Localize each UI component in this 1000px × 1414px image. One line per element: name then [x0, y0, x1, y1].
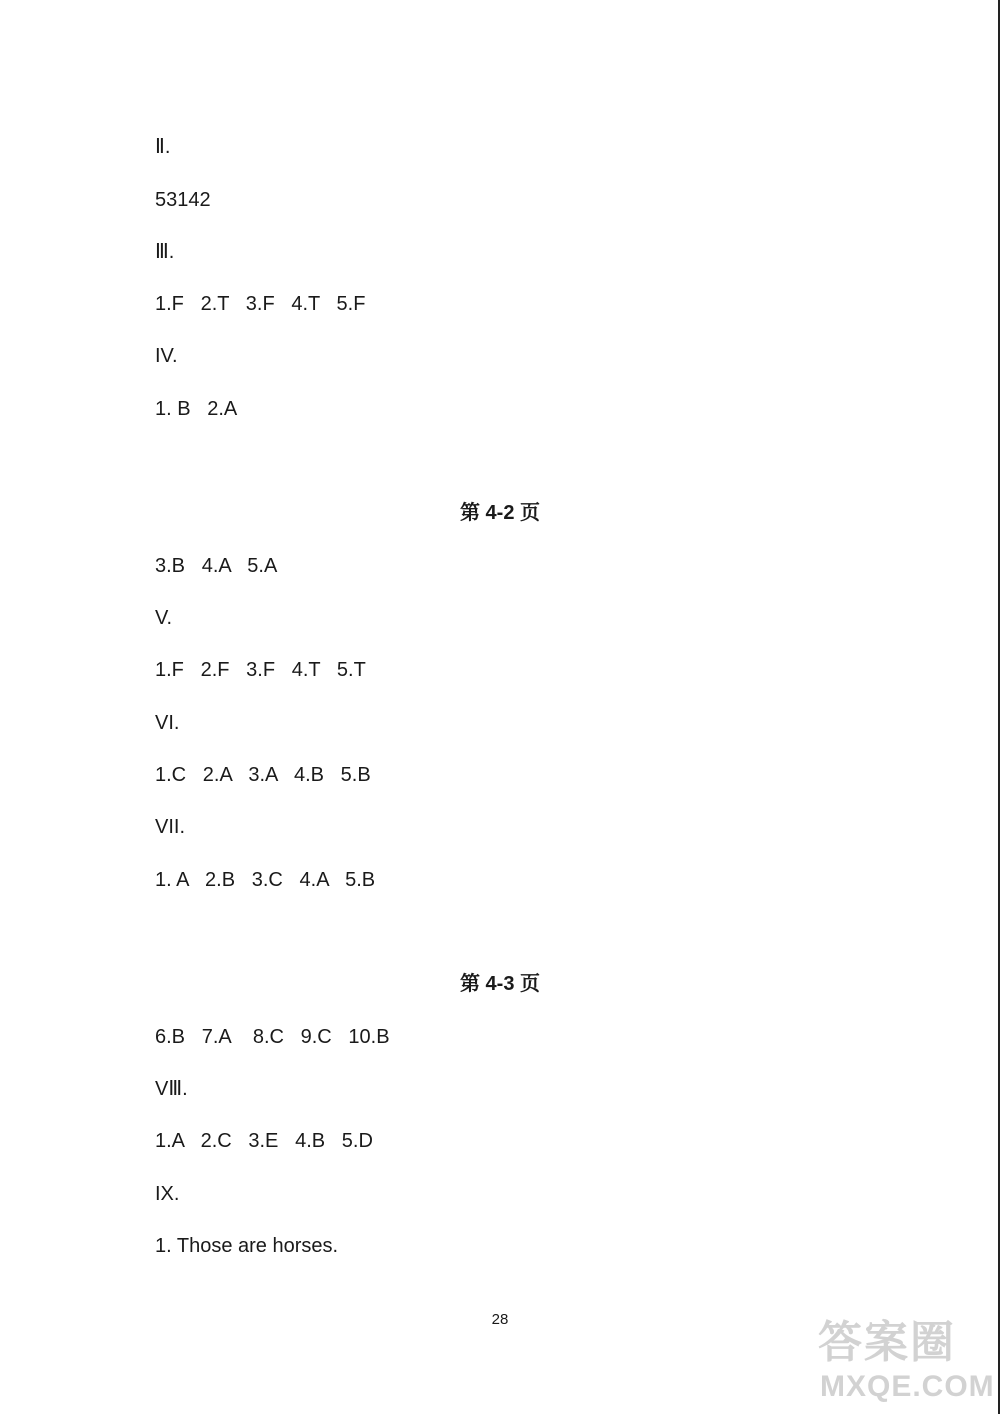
section-label-iii: Ⅲ. [155, 241, 175, 263]
answers-ii: 53142 [155, 189, 211, 211]
answers-iii: 1.F 2.T 3.F 4.T 5.F [155, 293, 366, 315]
section-label-v: V. [155, 607, 173, 629]
answers-v: 1.F 2.F 3.F 4.T 5.T [155, 659, 366, 681]
section-label-ix: IX. [155, 1183, 180, 1205]
section-label-vi: VI. [155, 712, 180, 734]
watermark-logo [818, 1318, 994, 1410]
section-label-vii: VII. [155, 816, 186, 838]
watermark-cn-text: 答案圈 [818, 1318, 956, 1367]
watermark-en-text: MXQE.COM [820, 1370, 995, 1403]
answers-iv-continued: 3.B 4.A 5.A [155, 555, 278, 577]
page-heading-4-3: 第 4-3 页 [459, 973, 541, 995]
page-number: 28 [491, 1311, 509, 1328]
answers-viii: 1.A 2.C 3.E 4.B 5.D [155, 1130, 373, 1152]
section-label-iv: IV. [155, 345, 178, 367]
answers-iv: 1. B 2.A [155, 398, 238, 420]
page-heading-4-2: 第 4-2 页 [459, 502, 541, 524]
answers-ix: 1. Those are horses. [155, 1235, 339, 1257]
answers-vi: 1.C 2.A 3.A 4.B 5.B [155, 764, 371, 786]
section-label-ii: Ⅱ. [155, 136, 171, 158]
answers-vii: 1. A 2.B 3.C 4.A 5.B [155, 869, 376, 891]
answers-vii-continued: 6.B 7.A 8.C 9.C 10.B [155, 1026, 390, 1048]
section-label-viii: VⅢ. [155, 1078, 188, 1100]
